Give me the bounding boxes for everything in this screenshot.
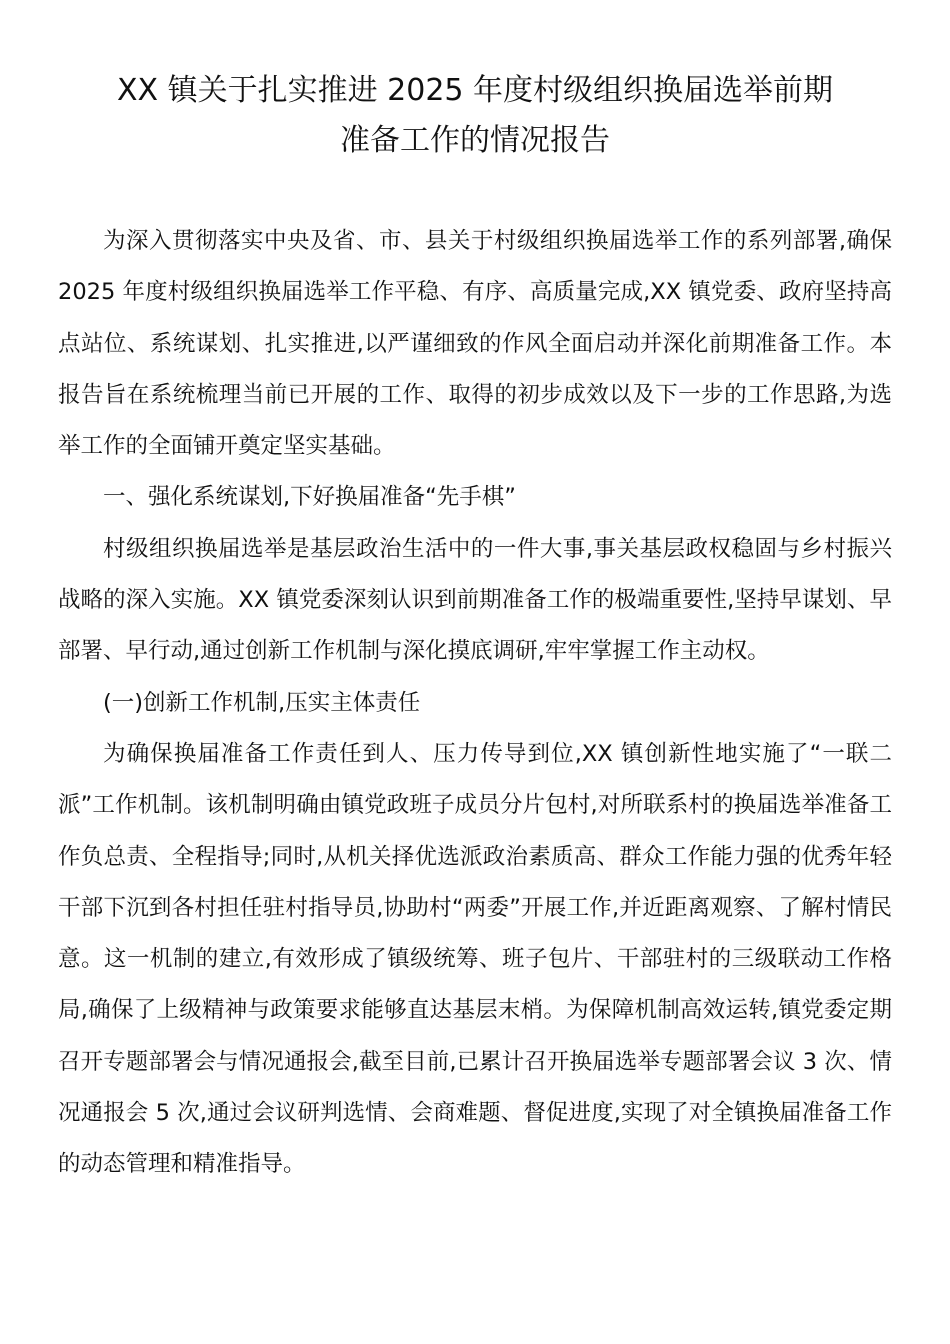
document-body (58, 216, 892, 1191)
subsection-heading-1: (一)创新工作机制,压实主体责任 (103, 689, 421, 716)
subsection-1-paragraph: 为确保换届准备工作责任到人、压力传导到位,XX 镇创新性地实施了“一联二派”工作机制。该机制明确由镇党政班子成员分片包村,对所联系村的换届选举准备工作负总责、全程指导;同时,从机关择优选派政治素质高、群众工作能力强的优秀年轻干部下沉到各村担任驻村指导员,协助村“两委”开展工作,并近距离观察、了解村情民意。这一机制的建立,有效形成了镇级统筹、班子包片、干部驻村的三级联动工作格局,确保了上级精神与政策要求能够直达基层末梢。为保障机制高效运转,镇党委定期召开专题部署会与情况通报会,截至目前,已累计召开换届选举专题部署会议 3 次、情况通报会 5 次,通过会议研判选情、会商难题、督促进度,实现了对全镇换届准备工作的动态管理和精准指导。 (58, 740, 892, 1178)
title-line-2: 准备工作的情况报告 (340, 123, 610, 158)
title-line-1: XX 镇关于扎实推进 2025 年度村级组织换届选举前期 (116, 73, 834, 108)
document-title (40, 66, 910, 166)
intro-paragraph: 为深入贯彻落实中央及省、市、县关于村级组织换届选举工作的系列部署,确保 2025 年度村级组织换届选举工作平稳、有序、高质量完成,XX 镇党委、政府坚持高点站位、系统谋划、扎实推进,以严谨细致的作风全面启动并深化前期准备工作。本报告旨在系统梳理当前已开展的工作、取得的初步成效以及下一步的工作思路,为选举工作的全面铺开奠定坚实基础。 (58, 228, 892, 460)
section-1-paragraph: 村级组织换届选举是基层政治生活中的一件大事,事关基层政权稳固与乡村振兴战略的深入实施。XX 镇党委深刻认识到前期准备工作的极端重要性,坚持早谋划、早部署、早行动,通过创新工作机制与深化摸底调研,牢牢掌握工作主动权。 (58, 535, 892, 665)
section-heading-1: 一、强化系统谋划,下好换届准备“先手棋” (103, 484, 516, 511)
